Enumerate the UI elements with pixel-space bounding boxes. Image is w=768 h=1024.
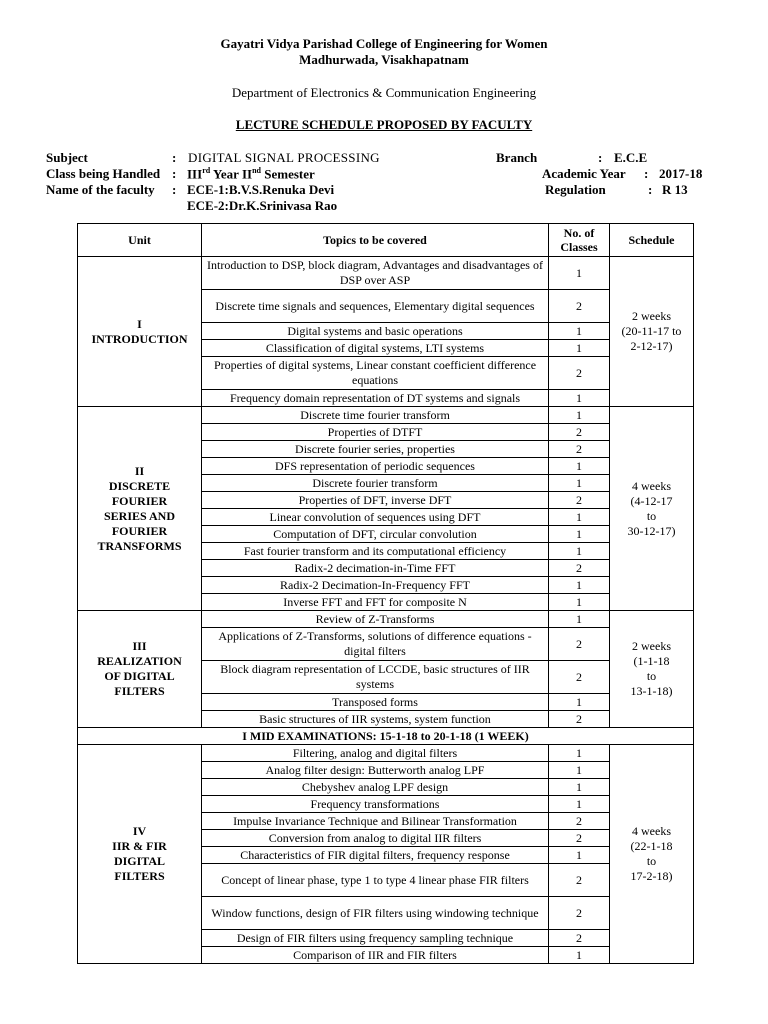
classes-cell: 1 [549, 543, 610, 560]
unit-cell [78, 745, 202, 964]
class-value [187, 166, 315, 182]
topic-cell: Filtering, analog and digital filters [202, 745, 549, 762]
unit-line: TRANSFORMS [97, 538, 182, 553]
unit-line: REALIZATION [97, 654, 182, 668]
topic-cell: Analog filter design: Butterworth analog LPF [202, 762, 549, 779]
faculty-label: Name of the faculty [46, 182, 155, 197]
topic-cell: Conversion from analog to digital IIR filters [202, 830, 549, 847]
unit-cell [78, 407, 202, 611]
mid-exam-note: I MID EXAMINATIONS: 15-1-18 to 20-1-18 (1 WEEK) [78, 728, 694, 745]
college-name: Gayatri Vidya Parishad College of Engineering for Women [220, 36, 548, 51]
class-sem-word: Semester [260, 166, 315, 182]
table-row [78, 257, 694, 290]
table-body [78, 257, 694, 964]
classes-cell: 2 [549, 628, 610, 661]
unit-cell [78, 257, 202, 407]
college-location: Madhurwada, Visakhapatnam [299, 52, 469, 67]
topic-cell: Concept of linear phase, type 1 to type 4 linear phase FIR filters [202, 864, 549, 897]
unit-line: IV [132, 824, 147, 838]
regulation-colon: : [648, 182, 653, 197]
class-year: III [187, 166, 203, 182]
schedule-line: 2-12-17) [630, 339, 673, 353]
schedule-line: (1-1-18 [633, 654, 670, 668]
classes-cell: 1 [549, 694, 610, 711]
schedule-line: 2 weeks [632, 309, 671, 323]
topic-cell: Inverse FFT and FFT for composite N [202, 594, 549, 611]
class-label: Class being Handled [46, 166, 161, 181]
table-row [78, 407, 694, 424]
branch-colon: : [598, 150, 603, 165]
topic-cell: Block diagram representation of LCCDE, basic structures of IIR systems [202, 661, 549, 694]
topic-cell: Review of Z-Transforms [202, 611, 549, 628]
schedule-line: (4-12-17 [630, 493, 673, 508]
topic-cell: Applications of Z-Transforms, solutions of difference equations - digital filters [202, 628, 549, 661]
topic-cell: Frequency domain representation of DT systems and signals [202, 390, 549, 407]
schedule-line: 2 weeks [632, 639, 671, 653]
classes-cell: 1 [549, 611, 610, 628]
academic-year-label: Academic Year [542, 166, 626, 181]
subject-label: Subject [46, 150, 88, 165]
subject-colon: : [172, 150, 177, 165]
classes-cell: 2 [549, 813, 610, 830]
schedule-line: to [646, 854, 657, 868]
topic-cell: Frequency transformations [202, 796, 549, 813]
subject-value: DIGITAL SIGNAL PROCESSING [188, 150, 380, 165]
schedule-cell [610, 745, 694, 964]
table-row [78, 611, 694, 628]
classes-cell: 1 [549, 458, 610, 475]
topic-cell: Properties of DFT, inverse DFT [202, 492, 549, 509]
department-name: Department of Electronics & Communication Engineering [231, 85, 537, 100]
regulation-value: R 13 [662, 182, 688, 197]
topic-cell: Basic structures of IIR systems, system function [202, 711, 549, 728]
topic-cell: Linear convolution of sequences using DFT [202, 509, 549, 526]
academic-year-value: 2017-18 [659, 166, 703, 181]
topic-cell: Fast fourier transform and its computational efficiency [202, 543, 549, 560]
header-schedule: Schedule [610, 224, 694, 257]
unit-line: FOURIER [111, 493, 168, 508]
topic-cell: Window functions, design of FIR filters using windowing technique [202, 897, 549, 930]
header-topics: Topics to be covered [202, 224, 549, 257]
classes-cell: 2 [549, 357, 610, 390]
regulation-label: Regulation [545, 182, 606, 197]
faculty-2: ECE-2:Dr.K.Srinivasa Rao [187, 198, 338, 213]
academic-year-colon: : [644, 166, 649, 181]
classes-cell: 2 [549, 661, 610, 694]
classes-cell: 1 [549, 475, 610, 492]
schedule-cell [610, 257, 694, 407]
topic-cell: Classification of digital systems, LTI systems [202, 340, 549, 357]
unit-line: DISCRETE [108, 478, 171, 493]
topic-cell: DFS representation of periodic sequences [202, 458, 549, 475]
schedule-line: to [646, 669, 657, 683]
topic-cell: Discrete fourier series, properties [202, 441, 549, 458]
schedule-line: (22-1-18 [630, 839, 673, 853]
unit-line: III [132, 639, 147, 653]
class-colon: : [172, 166, 177, 181]
topic-cell: Properties of DTFT [202, 424, 549, 441]
topic-cell: Computation of DFT, circular convolution [202, 526, 549, 543]
table-row [78, 745, 694, 762]
classes-cell: 1 [549, 594, 610, 611]
schedule-line: (20-11-17 to [621, 324, 682, 338]
table-header-row [78, 224, 694, 257]
schedule-line: 17-2-18) [630, 869, 673, 883]
unit-cell [78, 611, 202, 728]
topic-cell: Introduction to DSP, block diagram, Advantages and disadvantages of DSP over ASP [202, 257, 549, 290]
topic-cell: Chebyshev analog LPF design [202, 779, 549, 796]
topic-cell: Characteristics of FIR digital filters, frequency response [202, 847, 549, 864]
classes-cell: 1 [549, 526, 610, 543]
branch-value: E.C.E [614, 150, 648, 165]
classes-cell: 1 [549, 509, 610, 526]
topic-cell: Radix-2 Decimation-In-Frequency FFT [202, 577, 549, 594]
unit-line: FILTERS [114, 869, 165, 883]
class-year-sup: rd [202, 166, 211, 175]
classes-cell: 1 [549, 779, 610, 796]
classes-cell: 1 [549, 340, 610, 357]
class-year-word: Year II [210, 166, 253, 182]
schedule-line: 13-1-18) [630, 684, 673, 698]
classes-cell: 2 [549, 897, 610, 930]
unit-line: DIGITAL [113, 854, 166, 868]
classes-cell: 1 [549, 257, 610, 290]
classes-cell: 1 [549, 796, 610, 813]
faculty-colon: : [172, 182, 177, 197]
class-sem-sup: nd [252, 166, 261, 175]
classes-cell: 1 [549, 947, 610, 964]
classes-cell: 1 [549, 847, 610, 864]
schedule-line: 4 weeks [632, 824, 671, 838]
topic-cell: Properties of digital systems, Linear constant coefficient difference equations [202, 357, 549, 390]
classes-cell: 2 [549, 711, 610, 728]
schedule-line: to [646, 508, 657, 523]
classes-cell: 2 [549, 424, 610, 441]
branch-label: Branch [496, 150, 538, 165]
faculty-1: ECE-1:B.V.S.Renuka Devi [187, 182, 335, 197]
classes-cell: 1 [549, 762, 610, 779]
topic-cell: Radix-2 decimation-in-Time FFT [202, 560, 549, 577]
unit-line: II [134, 463, 145, 478]
topic-cell: Discrete fourier transform [202, 475, 549, 492]
unit-line: FOURIER [111, 523, 168, 538]
schedule-line: 4 weeks [632, 478, 671, 493]
unit-line: OF DIGITAL [104, 669, 175, 683]
classes-cell: 1 [549, 323, 610, 340]
topic-cell: Digital systems and basic operations [202, 323, 549, 340]
topic-cell: Comparison of IIR and FIR filters [202, 947, 549, 964]
classes-cell: 1 [549, 390, 610, 407]
unit-line: IIR & FIR [112, 839, 167, 853]
topic-cell: Discrete time fourier transform [202, 407, 549, 424]
topic-cell: Impulse Invariance Technique and Bilinear Transformation [202, 813, 549, 830]
unit-line: FILTERS [114, 684, 165, 698]
classes-cell: 2 [549, 864, 610, 897]
header-unit: Unit [78, 224, 202, 257]
topic-cell: Design of FIR filters using frequency sampling technique [202, 930, 549, 947]
classes-cell: 2 [549, 441, 610, 458]
classes-cell: 2 [549, 492, 610, 509]
classes-cell: 2 [549, 830, 610, 847]
classes-cell: 2 [549, 560, 610, 577]
lecture-schedule-table [77, 223, 694, 964]
unit-line: SERIES AND [103, 508, 176, 523]
classes-cell: 2 [549, 290, 610, 323]
schedule-cell [610, 407, 694, 611]
topic-cell: Discrete time signals and sequences, Elementary digital sequences [202, 290, 549, 323]
document-title: LECTURE SCHEDULE PROPOSED BY FACULTY [235, 117, 533, 132]
schedule-cell [610, 611, 694, 728]
header-classes: No. of Classes [549, 224, 610, 257]
classes-cell: 2 [549, 930, 610, 947]
classes-cell: 1 [549, 745, 610, 762]
unit-line: I [137, 316, 142, 331]
classes-cell: 1 [549, 577, 610, 594]
unit-line: INTRODUCTION [91, 331, 188, 346]
topic-cell: Transposed forms [202, 694, 549, 711]
schedule-line: 30-12-17) [627, 523, 676, 538]
mid-exam-row [78, 728, 694, 745]
classes-cell: 1 [549, 407, 610, 424]
